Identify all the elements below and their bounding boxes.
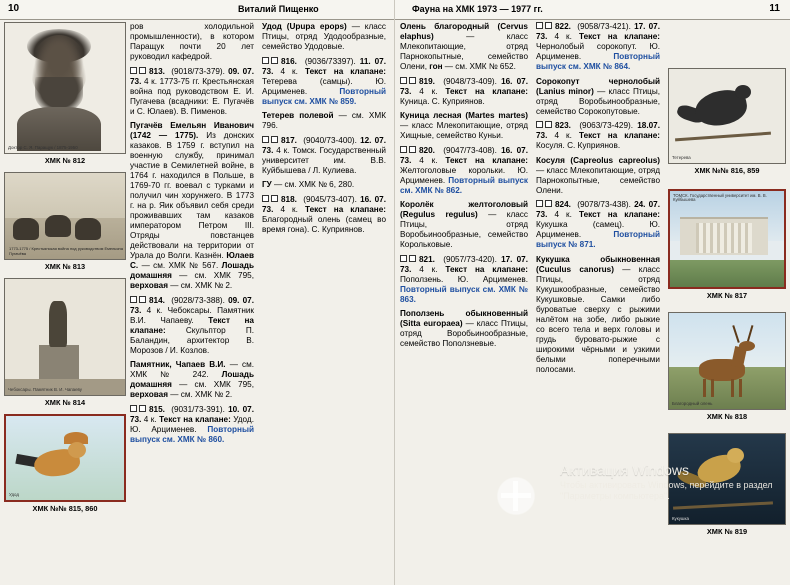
card-item — [4, 22, 126, 165]
card-item — [668, 189, 786, 300]
card-art-label: 1773-1775 / Крестьянская война под руководством Емельяна Пугачёва — [9, 246, 123, 256]
paragraph-sorokoput: Сорокопут чернолобый (Lanius minor) — класс Птицы, отряд Воробьинообразные, семейство Сорокопутовые. — [536, 76, 660, 116]
paragraph-kukushka: Кукушка обыкновенная (Cuculus canorus) — класс Птицы, отряд Кукушкообразные, семейство Кукушковые. Самки либо буроватые сверху с рыжими налётом на зобе, либо рыжие со всего тела и верх головы и грудь буровато-рыжие с широкими чёрными и узкими белыми поперечными полосами. — [536, 254, 660, 374]
paragraph-e821: 821. (9057/73-420). 17. 07. 73. 4 к. Текст на клапане: Поползень. Ю. Арцименев. Повторный выпуск см. ХМК № 863. — [400, 254, 528, 304]
page-gutter-divider — [394, 0, 395, 585]
page-number-left: 10 — [8, 3, 20, 14]
card-item — [4, 414, 126, 513]
hoopoe-bird-art — [6, 416, 124, 500]
text-column-1 — [130, 22, 254, 449]
card-caption: ХМК № 819 — [706, 527, 748, 536]
card-caption: ХМК № 817 — [706, 291, 748, 300]
envelope-image-818 — [668, 312, 786, 410]
cuckoo-bird-art — [669, 434, 785, 524]
paragraph-teterev: Тетерев полевой — см. ХМК 796. — [262, 111, 386, 130]
paragraph-olen: Олень благородный (Cervus elaphus) — класс Млекопитающие, отряд Парнокопытные, семейство Олени, гон — см. ХМК № 652. — [400, 22, 528, 71]
paragraph-popolzen: Поползень обыкновенный (Sitta europaea) — класс Птицы, отряд Воробьинообразные, семейство Поползневые. — [400, 309, 528, 348]
envelope-image-812 — [4, 22, 126, 154]
paragraph-e823: 823. (9063/73-429). 18.07. 73. 4 к. Текст на клапане: Косуля. С. Куприянов. — [536, 121, 660, 150]
windows-watermark-icon — [494, 474, 538, 518]
card-art-label: Чебоксары. Памятник В. И. Чапаеву — [8, 387, 82, 393]
paragraph-e820: 820. (9047/73-408). 16. 07. 73. 4 к. Текст на клапане: Желтоголовые корольки. Ю. Арцименев. Повторный выпуск см. ХМК № 862. — [400, 145, 528, 195]
envelope-image-815 — [4, 414, 126, 502]
card-art-label: Благородный олень — [672, 401, 713, 407]
envelope-image-813 — [4, 172, 126, 260]
card-art-label: Тетерева — [672, 155, 691, 161]
paragraph-e822: 822. (9058/73-421). 17. 07. 73. 4 к. Текст на клапане: Чернолобый сорокопут. Ю. Арцименев. Повторный выпуск см. ХМК № 864. — [536, 22, 660, 71]
black-grouse-art — [669, 69, 785, 163]
card-art-label: ТОМСК. Государственный университет им. В. В. Куйбышева — [673, 193, 767, 203]
paragraph-kosulya: Косуля (Capreolus capreolus) — класс Млекопитающие, отряд Парнокопытные, семейство Олени. — [536, 155, 660, 195]
right-image-column — [668, 22, 786, 543]
card-art-label: Доктор С. Я. Паращук / 1875-1950 — [8, 145, 78, 151]
battle-pugachev-art — [5, 173, 125, 259]
paragraph-gu: ГУ — см. ХМК № 6, 280. — [262, 180, 355, 189]
page-number-right: 11 — [769, 3, 780, 14]
paragraph-udod: Удод (Upupa epops) — класс Птицы, отряд Удодообразные, семейство Удодовые. — [262, 22, 386, 51]
paragraph-e817: 817. (9040/73-400). 12. 07. 73. 4 к. Томск. Государственный университет им. В.В. Куйбышева / Л. Кулиева. — [262, 135, 386, 175]
watermark-title: Активация Windows — [560, 462, 690, 478]
envelope-image-817 — [668, 189, 786, 289]
text-column-3 — [400, 22, 528, 354]
text-column-2 — [262, 22, 386, 239]
paragraph-korolek: Королёк желтоголовый (Regulus regulus) — класс Птицы, отряд Воробьинообразные, семейство Корольковые. — [400, 200, 528, 249]
paragraph-p-cont: ров холодильной промышленности), в котором Паращук почти 20 лет руководил кафедрой. — [130, 22, 254, 61]
envelope-image-814 — [4, 278, 126, 396]
text-column-4 — [536, 22, 660, 379]
envelope-image-819 — [668, 433, 786, 525]
running-head-right: Фауна на ХМК 1973 — 1977 гг. — [412, 4, 543, 14]
card-item — [4, 278, 126, 407]
paragraph-kunica: Куница лесная (Martes martes) — класс Млекопитающие, отряд Хищные, семейство Куньи. — [400, 111, 528, 140]
card-caption: ХМК № 813 — [44, 262, 86, 271]
paragraph-e813: 813. (9018/73-379). 09. 07. 73. 4 к. 1773-75 гг. Крестьянская война под руководством Е. И. Пугачева (всадники: Е. Пугачёв и С. Юлаев). В. Пименов. — [130, 66, 254, 116]
paragraph-chapaev: Памятник, Чапаев В.И. — см. ХМК № 242. Лошадь домашняя — см. ХМК 795, верховая — см. ХМК № 2. — [130, 360, 254, 399]
paragraph-e816: 816. (9036/73397). 11. 07. 73. 4 к. Текст на клапане: Тетерева (самцы). Ю. Арцименев. Повторный выпуск см. ХМК № 859. — [262, 56, 386, 106]
red-deer-art — [669, 313, 785, 409]
card-item — [668, 68, 786, 175]
card-caption: ХМК № 818 — [706, 412, 748, 421]
watermark-subtitle: Чтобы активировать Windows, перейдите в раздел "Параметры компьютера". — [560, 480, 773, 502]
page-header — [0, 0, 790, 20]
card-item — [668, 312, 786, 421]
card-caption: ХМК № 812 — [44, 156, 86, 165]
envelope-image-816 — [668, 68, 786, 164]
card-caption: ХМК №№ 815, 860 — [32, 504, 98, 513]
card-art-label: Удод — [9, 492, 19, 498]
paragraph-e819: 819. (9048/73-409). 16. 07. 73. 4 к. Текст на клапане: Куница. С. Куприянов. — [400, 76, 528, 106]
paragraph-e815: 815. (9031/73-391). 10. 07. 73. 4 к. Текст на клапане: Удод. Ю. Арцименев. Повторный выпуск см. ХМК № 860. — [130, 404, 254, 444]
running-head-left: Виталий Пищенко — [238, 4, 319, 14]
card-art-label: Кукушка — [672, 516, 689, 522]
card-caption: ХМК №№ 816, 859 — [694, 166, 760, 175]
paragraph-e814: 814. (9028/73-388). 09. 07. 73. 4 к. Чебоксары. Памятник В.И. Чапаеву. Текст на клапане: Скульптор П. Баландин, архитектор В. Морозов / И. Козлов. — [130, 295, 254, 355]
paragraph-e824: 824. (9078/73-438). 24. 07. 73. 4 к. Текст на клапане: Кукушка (самец). Ю. Арцименев. Повторный выпуск № 871. — [536, 200, 660, 249]
left-image-column — [4, 22, 126, 520]
portrait-parashchuk-art — [5, 23, 125, 153]
card-item — [4, 172, 126, 271]
paragraph-e818: 818. (9045/73-407). 16. 07. 73. 4 к. Текст на клапане: Благородный олень (самец во время гона). С. Куприянов. — [262, 194, 386, 234]
card-caption: ХМК № 814 — [44, 398, 86, 407]
university-building-art — [670, 191, 784, 287]
paragraph-pugachev: Пугачёв Емельян Иванович (1742 — 1775). Из донских казаков. В 1759 г. вступил на военную службу, принимал участие в Семилетней войне, в 1764 г. находился в Польше, в 1769-70 гг. воевал с турками и получил чин хорунжего. В 1773 г. на р. Яик объявил себя среди проживавших там казаков императором Петром III. Отряды повстанцев действовали на территории от Урала до Волги. Казнён. Юлаев С. — см. ХМК № 567. Лошадь домашняя — см. ХМК 795, верховая — см. ХМК № 2. — [130, 121, 254, 290]
card-item — [668, 433, 786, 536]
monument-chapaev-art — [5, 279, 125, 395]
